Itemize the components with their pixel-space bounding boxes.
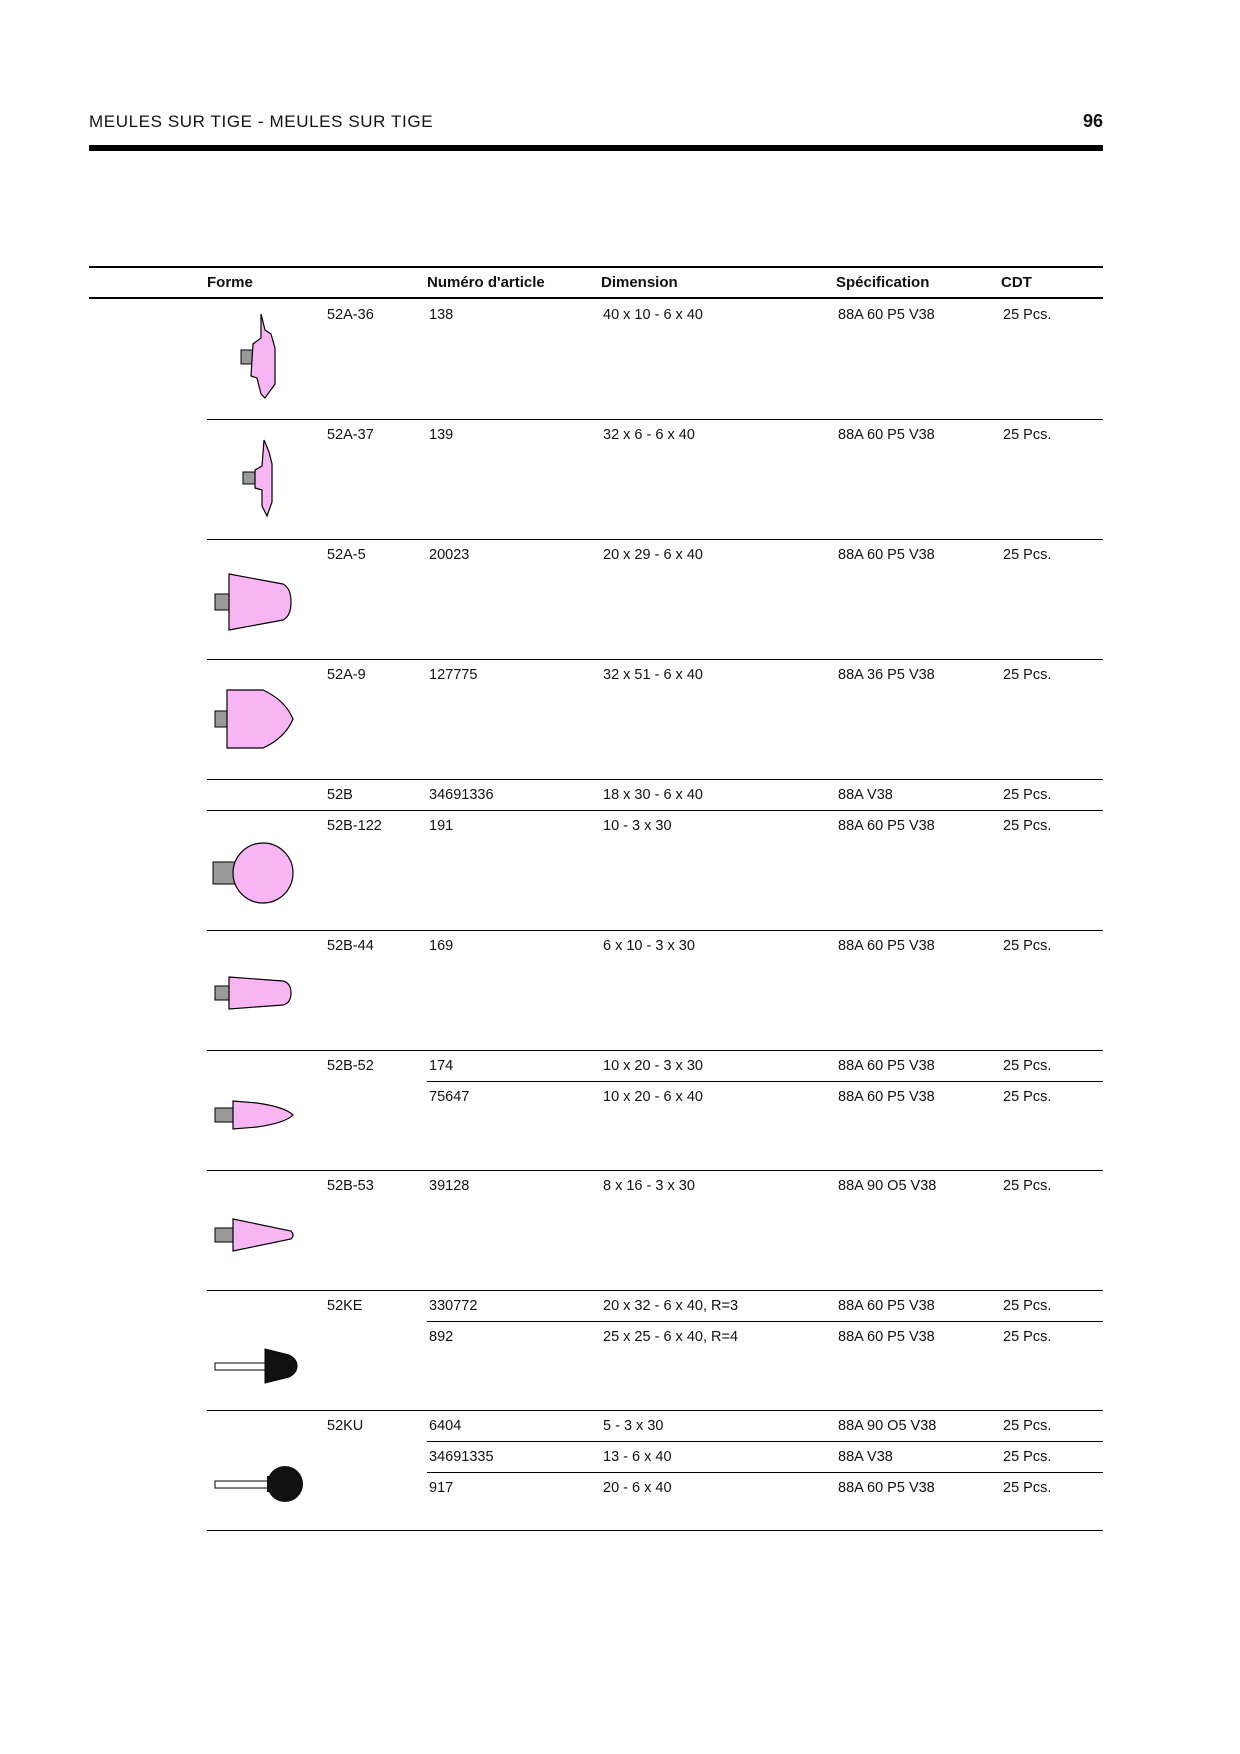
page-number: 96	[1082, 111, 1103, 131]
product-code: 52A-5	[327, 547, 366, 563]
table-header-rule	[89, 297, 1103, 299]
column-header-article: Numéro d'article	[427, 274, 545, 291]
dimension-value: 6 x 10 - 3 x 30	[603, 938, 695, 954]
specification-value: 88A 60 P5 V38	[838, 1058, 935, 1074]
article-number: 6404	[429, 1418, 462, 1434]
cdt-value: 25 Pcs.	[1003, 1298, 1052, 1314]
row-divider	[207, 539, 1103, 540]
header-rule	[89, 145, 1103, 151]
dimension-value: 5 - 3 x 30	[603, 1418, 664, 1434]
specification-value: 88A 60 P5 V38	[838, 1329, 935, 1345]
column-header-specification: Spécification	[836, 274, 930, 291]
row-divider	[207, 1050, 1103, 1051]
cdt-value: 25 Pcs.	[1003, 818, 1052, 834]
cdt-value: 25 Pcs.	[1003, 938, 1052, 954]
dimension-value: 10 x 20 - 3 x 30	[603, 1058, 703, 1074]
wheel-52a-36-icon	[205, 308, 315, 418]
cdt-value: 25 Pcs.	[1003, 1418, 1052, 1434]
cdt-value: 25 Pcs.	[1003, 1178, 1052, 1194]
specification-value: 88A 90 O5 V38	[838, 1418, 937, 1434]
cdt-value: 25 Pcs.	[1003, 1089, 1052, 1105]
specification-value: 88A 90 O5 V38	[838, 1178, 937, 1194]
article-number: 39128	[429, 1178, 470, 1194]
cdt-value: 25 Pcs.	[1003, 307, 1052, 323]
specification-value: 88A 60 P5 V38	[838, 1298, 935, 1314]
article-number: 34691335	[429, 1449, 494, 1465]
wheel-52a-5-icon	[205, 548, 315, 658]
article-number: 75647	[429, 1089, 470, 1105]
cdt-value: 25 Pcs.	[1003, 1329, 1052, 1345]
row-divider	[207, 1170, 1103, 1171]
dimension-value: 40 x 10 - 6 x 40	[603, 307, 703, 323]
table-top-rule	[89, 266, 1103, 268]
wheel-52b-52-icon	[205, 1059, 315, 1169]
column-header-cdt: CDT	[1001, 274, 1032, 291]
cdt-value: 25 Pcs.	[1003, 1058, 1052, 1074]
wheel-52b-44-icon	[205, 939, 315, 1049]
specification-value: 88A 60 P5 V38	[838, 938, 935, 954]
article-number: 892	[429, 1329, 454, 1345]
product-code: 52A-9	[327, 667, 366, 683]
dimension-value: 18 x 30 - 6 x 40	[603, 787, 703, 803]
cdt-value: 25 Pcs.	[1003, 1449, 1052, 1465]
product-code: 52A-36	[327, 307, 374, 323]
subrow-divider	[427, 1472, 1103, 1473]
product-code: 52KE	[327, 1298, 363, 1314]
wheel-52ku-icon	[205, 1419, 315, 1529]
product-code: 52B-44	[327, 938, 374, 954]
article-number: 138	[429, 307, 454, 323]
cdt-value: 25 Pcs.	[1003, 427, 1052, 443]
dimension-value: 20 - 6 x 40	[603, 1480, 672, 1496]
dimension-value: 32 x 51 - 6 x 40	[603, 667, 703, 683]
specification-value: 88A 60 P5 V38	[838, 1480, 935, 1496]
row-divider	[207, 419, 1103, 420]
subrow-divider	[427, 1441, 1103, 1442]
cdt-value: 25 Pcs.	[1003, 667, 1052, 683]
wheel-52ke-icon	[205, 1299, 315, 1409]
cdt-value: 25 Pcs.	[1003, 1480, 1052, 1496]
row-divider	[207, 810, 1103, 811]
product-code: 52B-122	[327, 818, 382, 834]
dimension-value: 10 - 3 x 30	[603, 818, 672, 834]
article-number: 20023	[429, 547, 470, 563]
product-code: 52KU	[327, 1418, 364, 1434]
wheel-52a-9-icon	[205, 668, 315, 778]
dimension-value: 8 x 16 - 3 x 30	[603, 1178, 695, 1194]
row-divider	[207, 930, 1103, 931]
dimension-value: 25 x 25 - 6 x 40, R=4	[603, 1329, 739, 1345]
dimension-value: 20 x 29 - 6 x 40	[603, 547, 703, 563]
dimension-value: 32 x 6 - 6 x 40	[603, 427, 695, 443]
article-number: 917	[429, 1480, 454, 1496]
article-number: 330772	[429, 1298, 478, 1314]
row-divider	[207, 1410, 1103, 1411]
specification-value: 88A V38	[838, 1449, 893, 1465]
wheel-52b-53-icon	[205, 1179, 315, 1289]
article-number: 169	[429, 938, 454, 954]
article-number: 139	[429, 427, 454, 443]
dimension-value: 20 x 32 - 6 x 40, R=3	[603, 1298, 739, 1314]
row-divider	[207, 1530, 1103, 1531]
cdt-value: 25 Pcs.	[1003, 787, 1052, 803]
article-number: 127775	[429, 667, 478, 683]
product-code: 52B	[327, 787, 353, 803]
product-code: 52B-53	[327, 1178, 374, 1194]
row-divider	[207, 659, 1103, 660]
column-header-forme: Forme	[207, 274, 253, 291]
cdt-value: 25 Pcs.	[1003, 547, 1052, 563]
product-code: 52B-52	[327, 1058, 374, 1074]
specification-value: 88A 60 P5 V38	[838, 818, 935, 834]
dimension-value: 13 - 6 x 40	[603, 1449, 672, 1465]
article-number: 34691336	[429, 787, 494, 803]
row-divider	[207, 1290, 1103, 1291]
specification-value: 88A 60 P5 V38	[838, 1089, 935, 1105]
article-number: 191	[429, 818, 454, 834]
specification-value: 88A 60 P5 V38	[838, 427, 935, 443]
wheel-52b-122-icon	[205, 819, 315, 929]
specification-value: 88A V38	[838, 787, 893, 803]
specification-value: 88A 60 P5 V38	[838, 307, 935, 323]
wheel-52a-37-icon	[205, 428, 315, 538]
page-header-title: MEULES SUR TIGE - MEULES SUR TIGE	[89, 112, 434, 131]
subrow-divider	[427, 1081, 1103, 1082]
column-header-dimension: Dimension	[601, 274, 678, 291]
subrow-divider	[427, 1321, 1103, 1322]
product-code: 52A-37	[327, 427, 374, 443]
row-divider	[207, 779, 1103, 780]
article-number: 174	[429, 1058, 454, 1074]
specification-value: 88A 36 P5 V38	[838, 667, 935, 683]
dimension-value: 10 x 20 - 6 x 40	[603, 1089, 703, 1105]
specification-value: 88A 60 P5 V38	[838, 547, 935, 563]
